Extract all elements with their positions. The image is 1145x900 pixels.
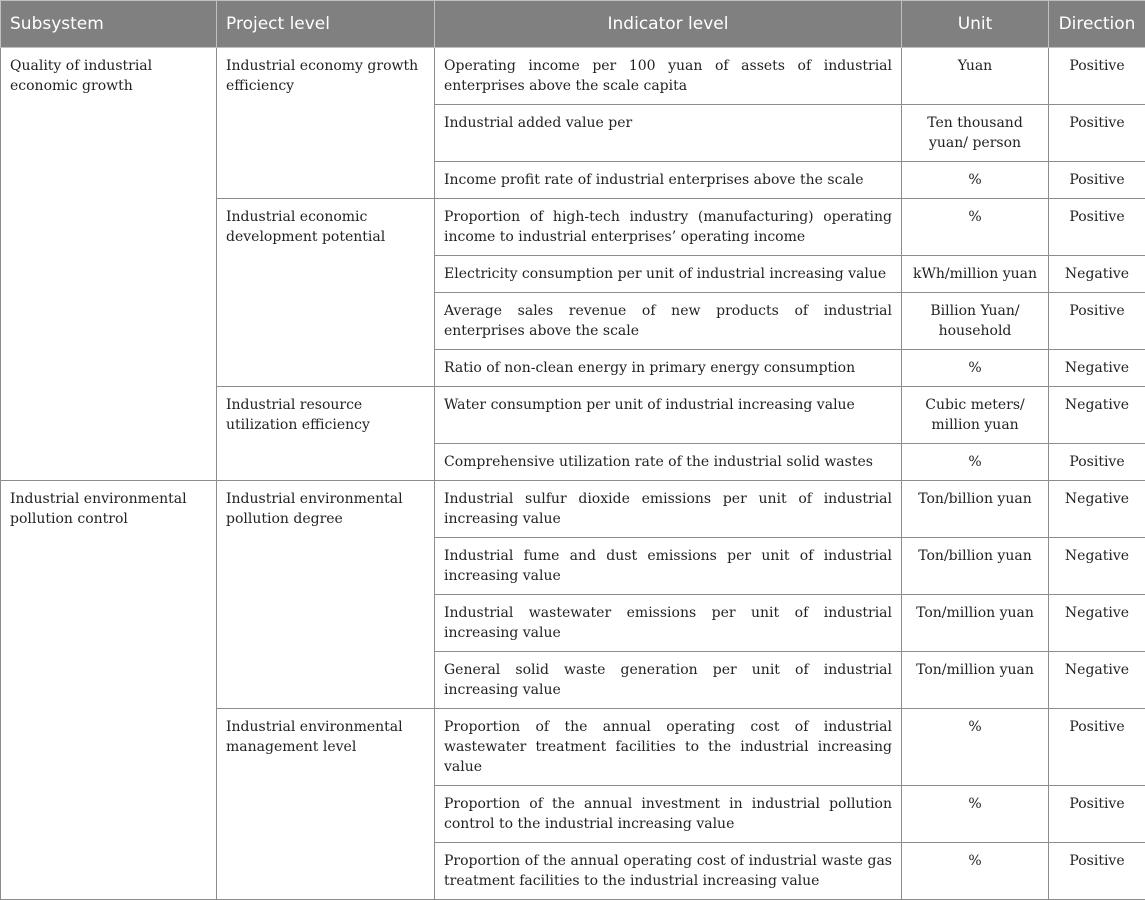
indicator-cell: Operating income per 100 yuan of assets of industrial enterprises above the scale capita [435, 48, 902, 105]
unit-cell: % [902, 786, 1049, 843]
indicator-cell: Proportion of high-tech industry (manufacturing) operating income to industrial enterprises’ operating income [435, 199, 902, 256]
subsystem-cell: Industrial environmental pollution control [1, 481, 217, 900]
direction-cell: Positive [1049, 48, 1145, 105]
unit-cell: % [902, 162, 1049, 199]
indicator-cell: General solid waste generation per unit of industrial increasing value [435, 652, 902, 709]
indicator-cell: Industrial added value per [435, 105, 902, 162]
project-cell: Industrial environmental management level [217, 709, 435, 900]
direction-cell: Positive [1049, 786, 1145, 843]
project-cell: Industrial economic development potential [217, 199, 435, 387]
direction-cell: Negative [1049, 538, 1145, 595]
direction-cell: Negative [1049, 652, 1145, 709]
indicator-cell: Industrial sulfur dioxide emissions per unit of industrial increasing value [435, 481, 902, 538]
unit-cell: % [902, 843, 1049, 900]
direction-cell: Negative [1049, 350, 1145, 387]
unit-cell: Ten thousand yuan/ person [902, 105, 1049, 162]
indicator-cell: Proportion of the annual operating cost of industrial waste gas treatment facilities to the industrial increasing value [435, 843, 902, 900]
unit-cell: kWh/million yuan [902, 256, 1049, 293]
direction-cell: Positive [1049, 709, 1145, 786]
indicator-cell: Proportion of the annual operating cost of industrial wastewater treatment facilities to the industrial increasing value [435, 709, 902, 786]
unit-cell: Ton/million yuan [902, 595, 1049, 652]
indicator-cell: Proportion of the annual investment in industrial pollution control to the industrial increasing value [435, 786, 902, 843]
header-project-level: Project level [217, 1, 435, 48]
subsystem-cell: Quality of industrial economic growth [1, 48, 217, 481]
table-row [1, 48, 1145, 105]
indicator-cell: Industrial fume and dust emissions per unit of industrial increasing value [435, 538, 902, 595]
indicator-cell: Comprehensive utilization rate of the industrial solid wastes [435, 444, 902, 481]
indicator-cell: Ratio of non-clean energy in primary energy consumption [435, 350, 902, 387]
unit-cell: Cubic meters/ million yuan [902, 387, 1049, 444]
table-row [1, 481, 1145, 538]
header-row [1, 1, 1145, 48]
unit-cell: Ton/billion yuan [902, 538, 1049, 595]
unit-cell: Billion Yuan/ household [902, 293, 1049, 350]
unit-cell: % [902, 199, 1049, 256]
unit-cell: Yuan [902, 48, 1049, 105]
project-cell: Industrial economy growth efficiency [217, 48, 435, 199]
project-cell: Industrial resource utilization efficiency [217, 387, 435, 481]
direction-cell: Positive [1049, 843, 1145, 900]
direction-cell: Negative [1049, 387, 1145, 444]
unit-cell: Ton/million yuan [902, 652, 1049, 709]
unit-cell: % [902, 709, 1049, 786]
direction-cell: Negative [1049, 595, 1145, 652]
direction-cell: Positive [1049, 199, 1145, 256]
direction-cell: Positive [1049, 444, 1145, 481]
indicator-cell: Average sales revenue of new products of industrial enterprises above the scale [435, 293, 902, 350]
direction-cell: Positive [1049, 293, 1145, 350]
direction-cell: Positive [1049, 162, 1145, 199]
header-subsystem: Subsystem [1, 1, 217, 48]
header-unit: Unit [902, 1, 1049, 48]
indicator-cell: Income profit rate of industrial enterprises above the scale [435, 162, 902, 199]
indicator-cell: Electricity consumption per unit of industrial increasing value [435, 256, 902, 293]
indicator-cell: Water consumption per unit of industrial increasing value [435, 387, 902, 444]
unit-cell: % [902, 350, 1049, 387]
unit-cell: Ton/billion yuan [902, 481, 1049, 538]
project-cell: Industrial environmental pollution degree [217, 481, 435, 709]
unit-cell: % [902, 444, 1049, 481]
direction-cell: Positive [1049, 105, 1145, 162]
direction-cell: Negative [1049, 481, 1145, 538]
direction-cell: Negative [1049, 256, 1145, 293]
indicator-cell: Industrial wastewater emissions per unit of industrial increasing value [435, 595, 902, 652]
header-direction: Direction [1049, 1, 1145, 48]
header-indicator-level: Indicator level [435, 1, 902, 48]
